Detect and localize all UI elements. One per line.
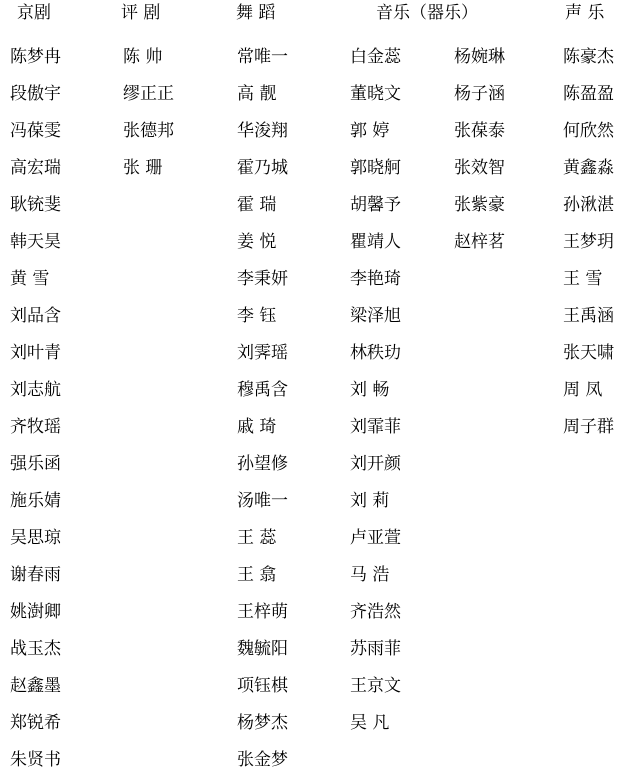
name-item: 郭晓舸 (350, 158, 401, 178)
name-item: 孙湫湛 (563, 195, 614, 215)
name-item: 刘开颜 (350, 454, 401, 474)
name-item: 姚澍卿 (10, 602, 61, 622)
name-item: 张效智 (454, 158, 505, 178)
name-item: 黄 雪 (10, 269, 50, 289)
column-yinyue-right (454, 44, 505, 266)
name-item: 杨梦杰 (237, 713, 288, 733)
name-item: 何欣然 (563, 121, 614, 141)
column-shengyue (563, 44, 614, 451)
name-item: 韩天昊 (10, 232, 61, 252)
name-item: 刘 莉 (350, 491, 390, 511)
name-item: 瞿靖人 (350, 232, 401, 252)
header-jingju: 京剧 (17, 3, 51, 23)
name-item: 冯葆雯 (10, 121, 61, 141)
name-item: 穆禹含 (237, 380, 288, 400)
name-item: 陈梦冉 (10, 47, 61, 67)
name-item: 白金蕊 (350, 47, 401, 67)
name-item: 刘品含 (10, 306, 61, 326)
name-item: 汤唯一 (237, 491, 288, 511)
name-item: 常唯一 (237, 47, 288, 67)
name-item: 李秉妍 (237, 269, 288, 289)
name-item: 戚 琦 (237, 417, 277, 437)
name-item: 高宏瑞 (10, 158, 61, 178)
name-item: 华浚翔 (237, 121, 288, 141)
name-item: 王梓萌 (237, 602, 288, 622)
column-wudao (237, 44, 288, 784)
name-item: 张紫豪 (454, 195, 505, 215)
header-pingju: 评 剧 (121, 3, 161, 23)
name-item: 赵梓茗 (454, 232, 505, 252)
header-shengyue: 声 乐 (565, 3, 605, 23)
name-item: 陈豪杰 (563, 47, 614, 67)
name-item: 项钰棋 (237, 676, 288, 696)
name-item: 刘 畅 (350, 380, 390, 400)
name-item: 高 靓 (237, 84, 277, 104)
name-item: 孙望修 (237, 454, 288, 474)
name-item: 战玉杰 (10, 639, 61, 659)
name-item: 王梦玥 (563, 232, 614, 252)
name-item: 吴思琼 (10, 528, 61, 548)
name-item: 郑锐希 (10, 713, 61, 733)
name-item: 周子群 (563, 417, 614, 437)
name-item: 刘志航 (10, 380, 61, 400)
name-item: 张德邦 (123, 121, 174, 141)
name-item: 卢亚萱 (350, 528, 401, 548)
name-item: 刘叶青 (10, 343, 61, 363)
name-item: 董晓文 (350, 84, 401, 104)
column-jingju (10, 44, 61, 784)
header-yinyue: 音乐（器乐） (376, 3, 478, 23)
name-item: 张 珊 (123, 158, 163, 178)
name-item: 魏毓阳 (237, 639, 288, 659)
name-item: 胡馨予 (350, 195, 401, 215)
name-item: 周 凤 (563, 380, 603, 400)
name-item: 陈 帅 (123, 47, 163, 67)
name-item: 林秩玏 (350, 343, 401, 363)
name-item: 齐牧瑶 (10, 417, 61, 437)
name-item: 施乐婧 (10, 491, 61, 511)
name-item: 张葆泰 (454, 121, 505, 141)
name-item: 李艳琦 (350, 269, 401, 289)
name-item: 苏雨菲 (350, 639, 401, 659)
name-item: 黄鑫淼 (563, 158, 614, 178)
name-item: 谢春雨 (10, 565, 61, 585)
name-item: 强乐函 (10, 454, 61, 474)
name-item: 梁泽旭 (350, 306, 401, 326)
name-item: 齐浩然 (350, 602, 401, 622)
name-item: 张天啸 (563, 343, 614, 363)
name-item: 霍 瑞 (237, 195, 277, 215)
name-item: 缪正正 (123, 84, 174, 104)
name-item: 段傲宇 (10, 84, 61, 104)
name-item: 王 蕊 (237, 528, 277, 548)
name-item: 杨子涵 (454, 84, 505, 104)
name-item: 李 钰 (237, 306, 277, 326)
name-item: 姜 悦 (237, 232, 277, 252)
name-item: 赵鑫墨 (10, 676, 61, 696)
name-item: 朱贤书 (10, 750, 61, 770)
name-item: 耿铳斐 (10, 195, 61, 215)
name-item: 杨婉琳 (454, 47, 505, 67)
header-wudao: 舞 蹈 (236, 3, 276, 23)
name-item: 郭 婷 (350, 121, 390, 141)
name-item: 刘霏菲 (350, 417, 401, 437)
name-item: 张金梦 (237, 750, 288, 770)
name-item: 陈盈盈 (563, 84, 614, 104)
name-item: 王 雪 (563, 269, 603, 289)
column-pingju (123, 44, 174, 192)
name-item: 刘霁瑶 (237, 343, 288, 363)
name-item: 王京文 (350, 676, 401, 696)
name-item: 王 翕 (237, 565, 277, 585)
name-item: 吴 凡 (350, 713, 390, 733)
name-item: 马 浩 (350, 565, 390, 585)
name-item: 霍乃城 (237, 158, 288, 178)
name-item: 王禹涵 (563, 306, 614, 326)
column-yinyue-left (350, 44, 401, 747)
